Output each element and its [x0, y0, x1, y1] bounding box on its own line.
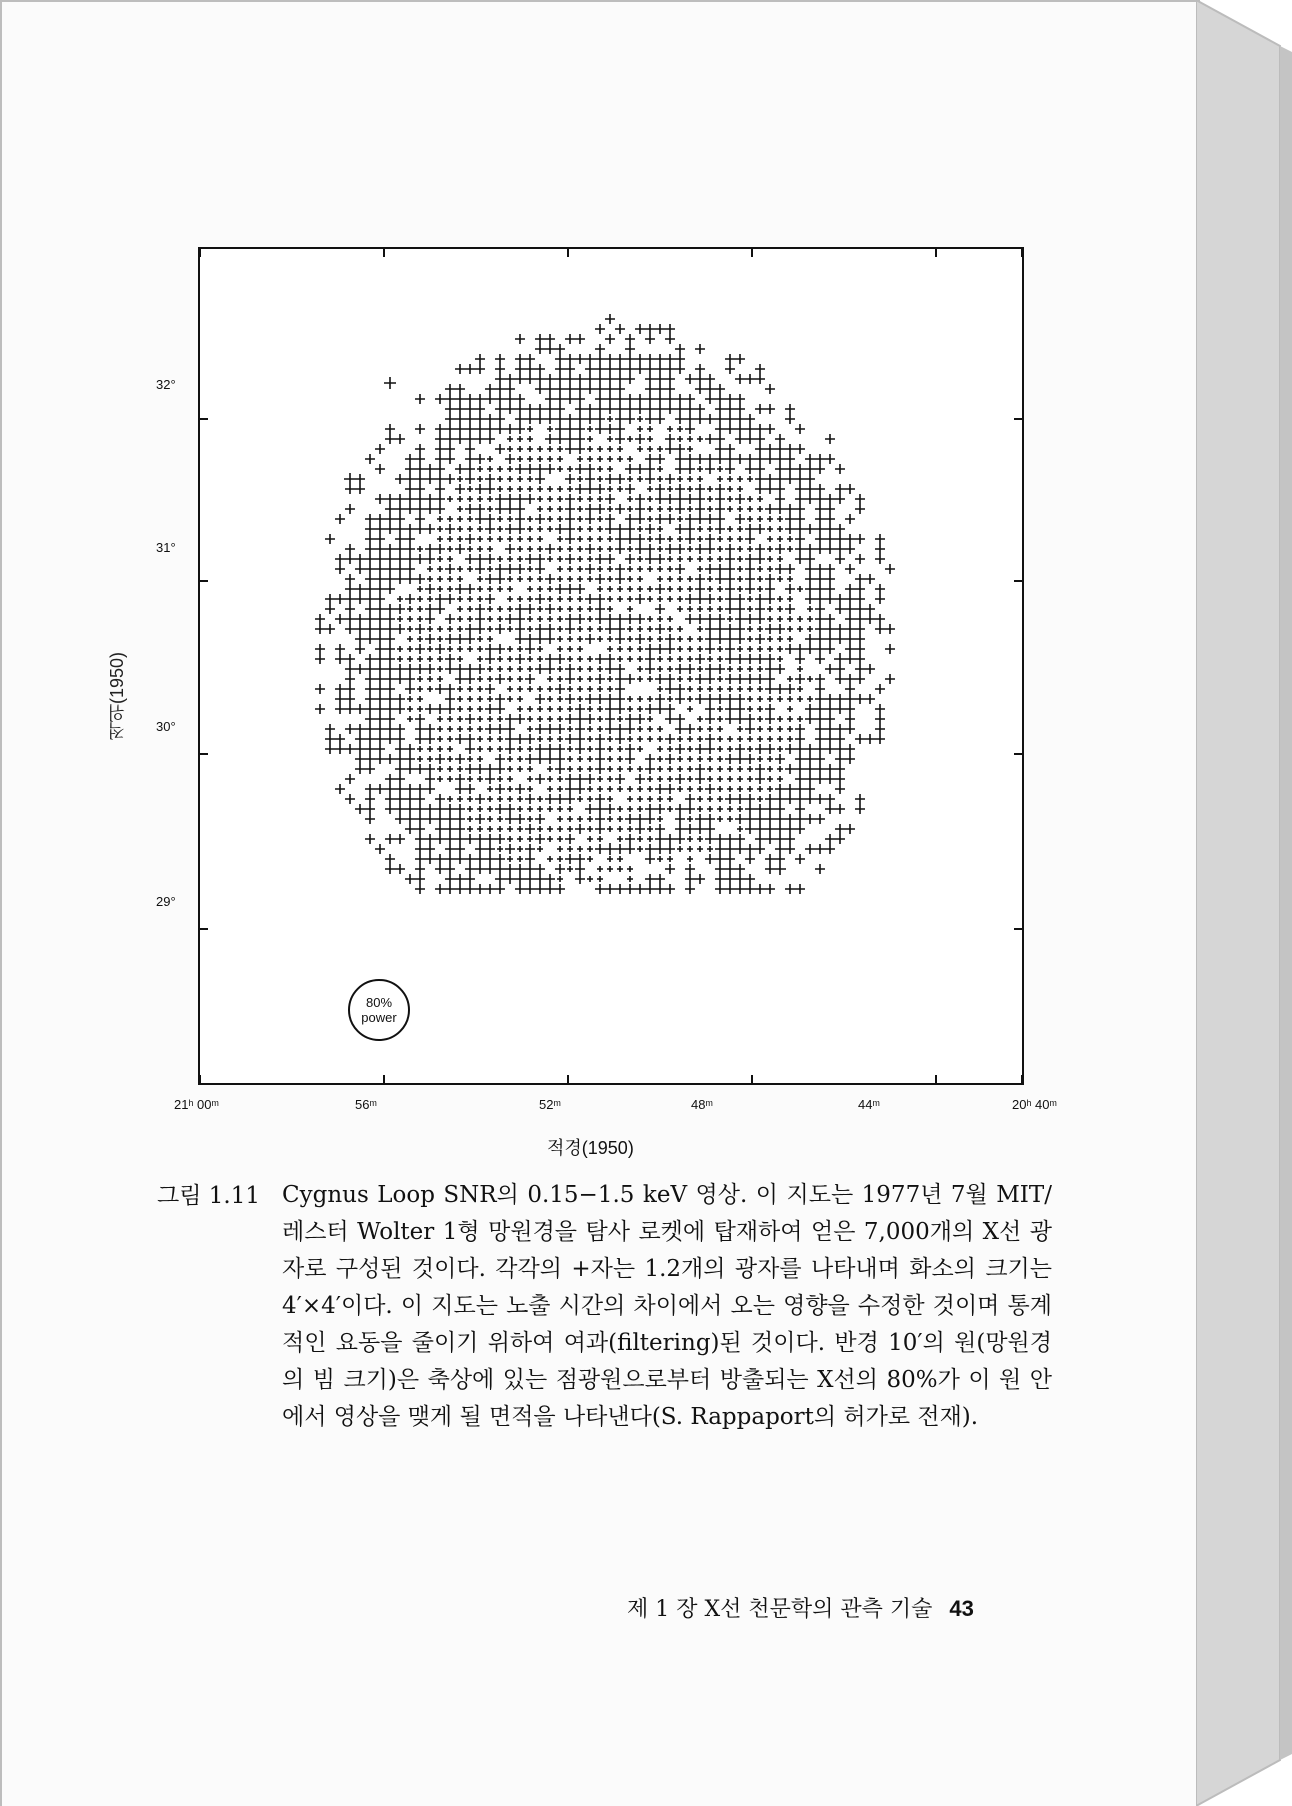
beam-size-circle: [348, 979, 410, 1041]
page-number: 43: [949, 1596, 974, 1621]
x-tick-label: 52ᵐ: [539, 1097, 561, 1112]
x-tick-label: 21ʰ 00ᵐ: [174, 1097, 219, 1112]
xray-map: [200, 249, 1022, 1083]
x-axis-title: 적경(1950): [547, 1138, 634, 1158]
beam-label-power: power: [361, 1010, 397, 1025]
caption-label: 그림 1.11: [157, 1183, 260, 1209]
x-tick-label: 20ʰ 40ᵐ: [1012, 1097, 1057, 1112]
plot-frame: [198, 247, 1024, 1085]
chapter-title: 제 1 장 X선 천문학의 관측 기술: [627, 1597, 933, 1622]
y-tick-label: 30°: [156, 719, 176, 734]
beam-label-percent: 80%: [365, 995, 393, 1010]
y-tick-label: 32°: [156, 377, 176, 392]
y-tick-label: 29°: [156, 894, 176, 909]
photon-cross-markers: [315, 314, 895, 894]
y-tick-label: 31°: [156, 540, 176, 555]
x-tick-label: 48ᵐ: [691, 1097, 713, 1112]
page-footer: [627, 1592, 974, 1623]
y-axis-title: 적위(1950): [107, 652, 127, 741]
cygnus-loop-figure: [107, 242, 1102, 1162]
x-tick-label: 56ᵐ: [355, 1097, 377, 1112]
book-spine: [1196, 0, 1292, 1806]
caption-text: Cygnus Loop SNR의 0.15−1.5 keV 영상. 이 지도는 1977년 7월 MIT/레스터 Wolter 1형 망원경을 탐사 로켓에 탑재하여 얻은 7,000개의 X선 광자로 구성된 것이다. 각각의 +자는 1.2개의 광자를 나타내며 화소의 크기는 4′×4′이다. 이 지도는 노출 시간의 차이에서 오는 영향을 수정한 것이며 통계적인 요동을 줄이기 위하여 여과(filtering)된 것이다. 반경 10′의 원(망원경의 빔 크기)은 축상에 있는 점광원으로부터 방출되는 X선의 80%가 이 원 안에서 영상을 맺게 될 면적을 나타낸다(S. Rappaport의 허가로 전재).: [282, 1182, 1052, 1430]
x-tick-label: 44ᵐ: [858, 1097, 880, 1112]
